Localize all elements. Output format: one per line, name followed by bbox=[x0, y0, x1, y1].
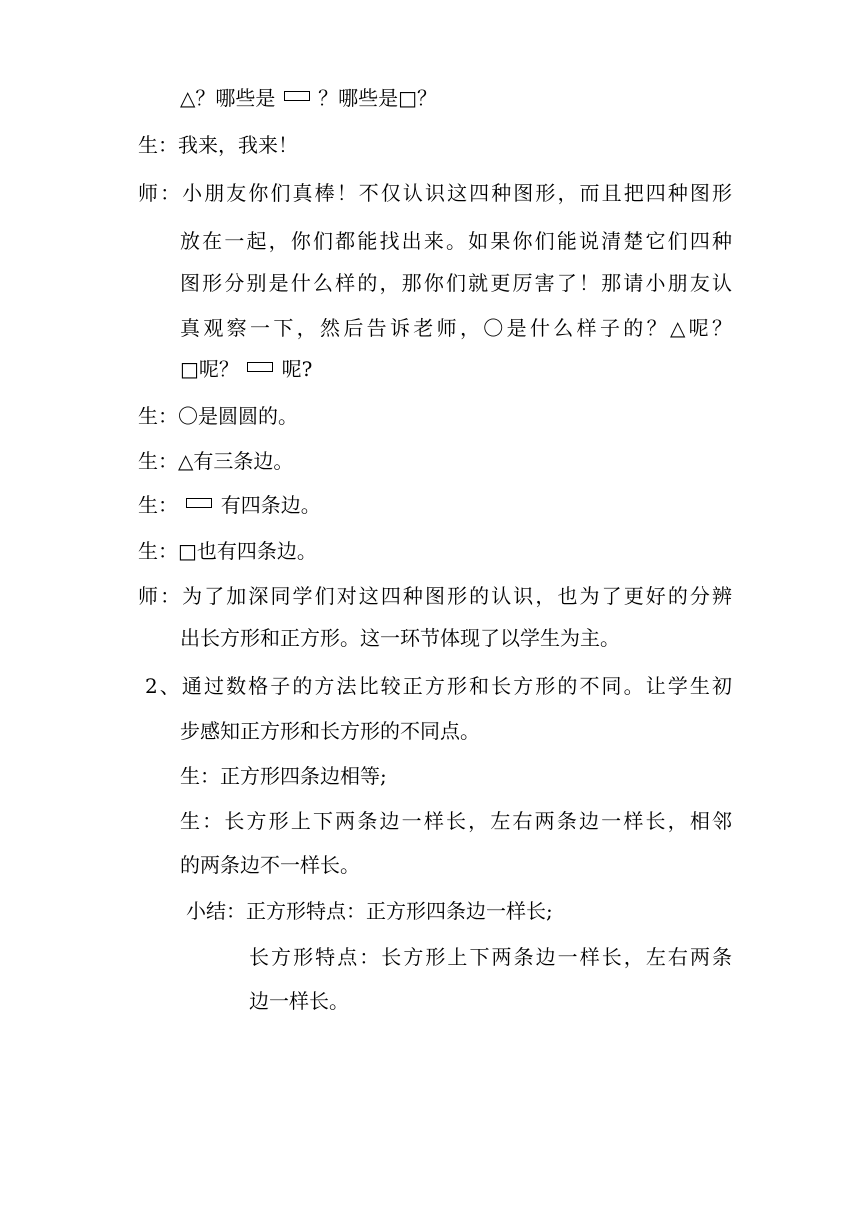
text-line: 师：为了加深同学们对这四种图形的认识，也为了更好的分辨 bbox=[138, 584, 732, 608]
text-line: 真观察一下，然后告诉老师，〇是什么样子的？△呢？ bbox=[180, 316, 732, 340]
line-text: 呢? bbox=[281, 357, 313, 381]
text-line: 长方形特点：长方形上下两条边一样长，左右两条 bbox=[249, 945, 732, 969]
line-text: △？哪些是 bbox=[180, 86, 276, 110]
text-line: 生：□也有四条边。 bbox=[138, 539, 317, 563]
text-line bbox=[138, 491, 321, 519]
text-line bbox=[180, 84, 437, 112]
text-line: 步感知正方形和长方形的不同点。 bbox=[180, 719, 480, 743]
text-line: 生：正方形四条边相等; bbox=[180, 764, 387, 788]
rectangle-icon bbox=[284, 91, 310, 101]
rectangle-icon bbox=[186, 498, 212, 508]
line-text: 生： bbox=[138, 493, 178, 517]
line-text: ？哪些是□？ bbox=[318, 86, 438, 110]
text-line: 图形分别是什么样的，那你们就更厉害了！那请小朋友认 bbox=[180, 271, 732, 295]
text-line: 2、通过数格子的方法比较正方形和长方形的不同。让学生初 bbox=[145, 674, 732, 698]
text-line: 出长方形和正方形。这一环节体现了以学生为主。 bbox=[180, 626, 620, 650]
text-line bbox=[180, 355, 312, 383]
line-text: 有四条边。 bbox=[220, 493, 321, 517]
text-line: 生：〇是圆圆的。 bbox=[138, 404, 298, 428]
text-line: 生：长方形上下两条边一样长，左右两条边一样长，相邻 bbox=[180, 809, 732, 833]
text-line: 的两条边不一样长。 bbox=[180, 853, 360, 877]
text-line: 师：小朋友你们真棒！不仅认识这四种图形，而且把四种图形 bbox=[138, 181, 732, 205]
text-line: 放在一起，你们都能找出来。如果你们能说清楚它们四种 bbox=[180, 229, 732, 253]
text-line: 边一样长。 bbox=[249, 989, 349, 1013]
rectangle-icon bbox=[247, 362, 273, 372]
text-line: 生：△有三条边。 bbox=[138, 449, 294, 473]
line-text: □呢？ bbox=[180, 357, 239, 381]
text-line: 生：我来，我来！ bbox=[138, 133, 298, 157]
text-line: 小结：正方形特点：正方形四条边一样长; bbox=[186, 899, 553, 923]
